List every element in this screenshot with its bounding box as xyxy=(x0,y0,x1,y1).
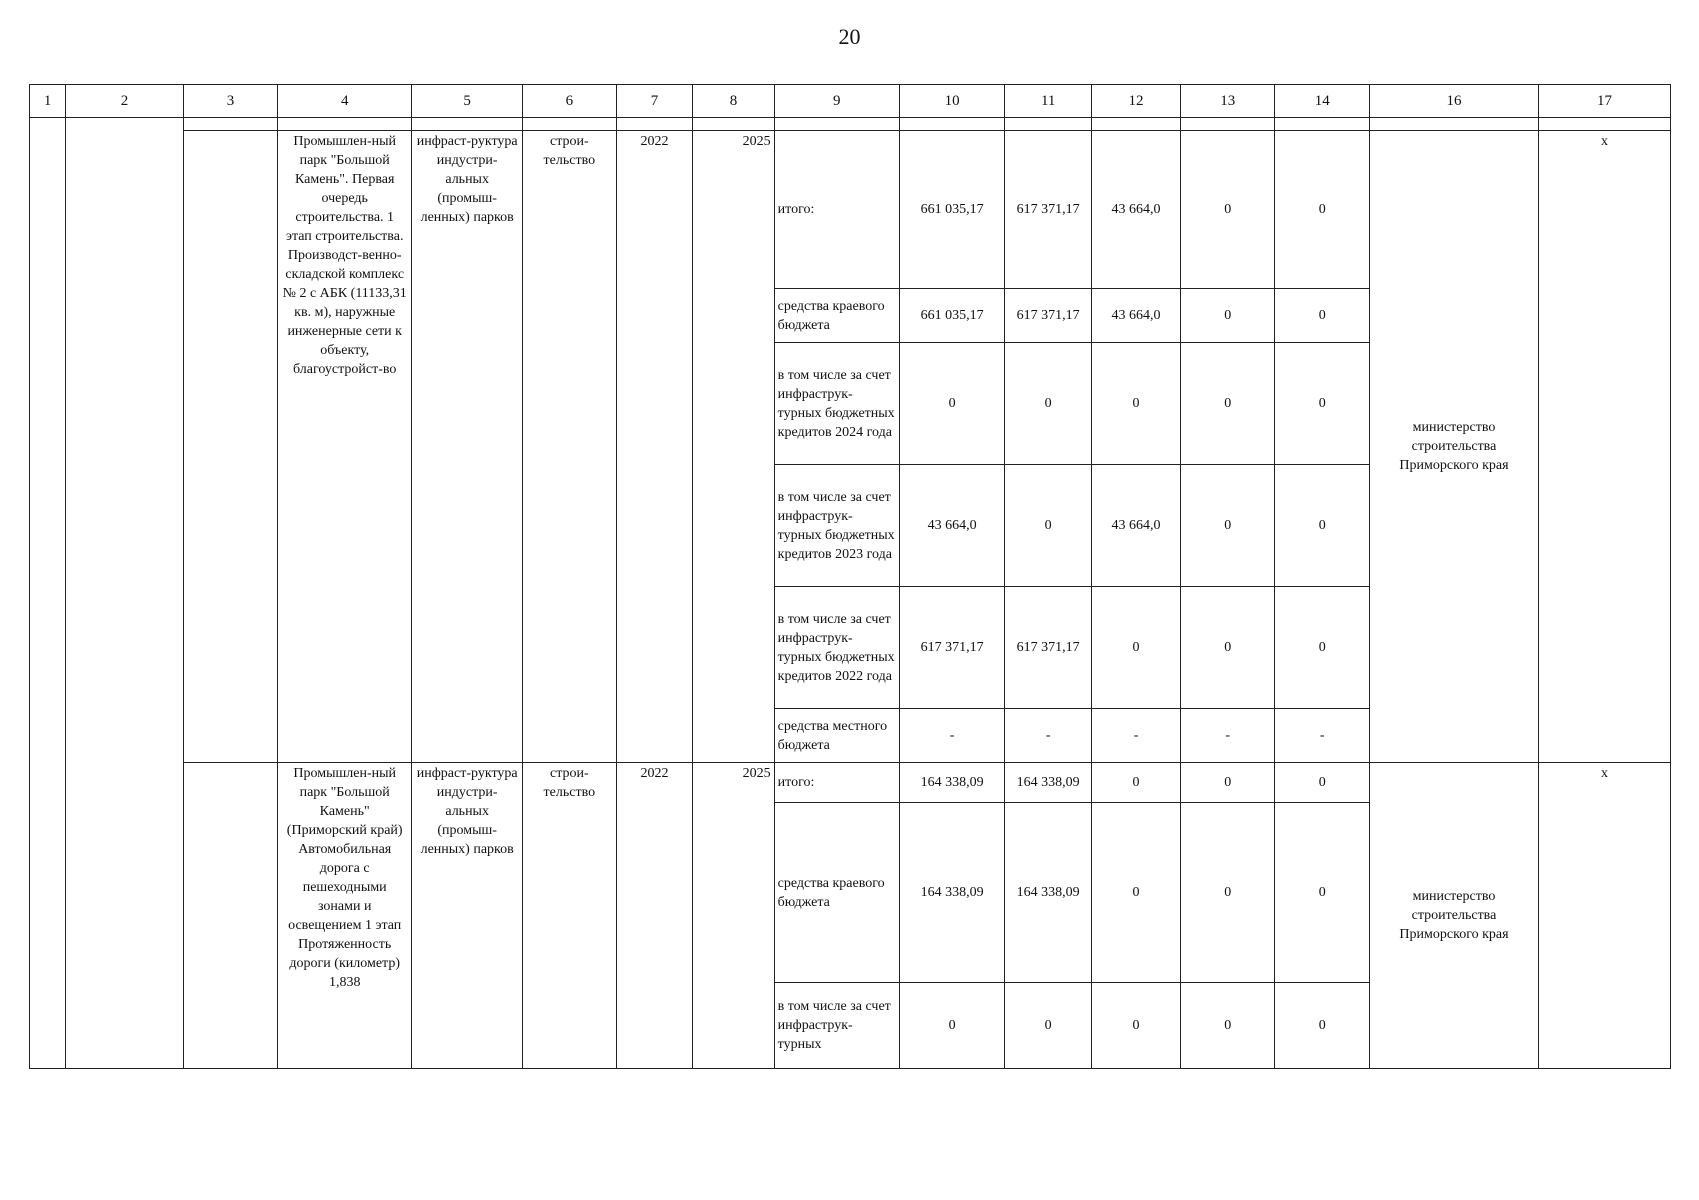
value-cell: 164 338,09 xyxy=(1005,803,1092,983)
value-cell: 0 xyxy=(1181,343,1275,465)
object-name: Промышлен-ный парк "Большой Камень" (Приморский край) Автомобильная дорога с пешеходными зонами и освещением 1 этап Протяженность дороги (километр) 1,838 xyxy=(278,763,412,1069)
page-number: 20 xyxy=(838,24,861,49)
value-cell: - xyxy=(1092,709,1181,763)
row-label: в том числе за счет инфраструк-турных бюджетных кредитов 2024 года xyxy=(774,343,899,465)
col17-mark: x xyxy=(1539,763,1671,1069)
col17-mark: x xyxy=(1539,131,1671,763)
value-cell: 0 xyxy=(1275,289,1369,343)
value-cell: 0 xyxy=(1005,983,1092,1069)
value-cell: 0 xyxy=(1092,983,1181,1069)
value-cell: 0 xyxy=(899,983,1004,1069)
column-header: 8 xyxy=(693,85,774,118)
spacer-row xyxy=(30,118,1671,131)
value-cell: 43 664,0 xyxy=(1092,289,1181,343)
value-cell: 0 xyxy=(1181,131,1275,289)
value-cell: 0 xyxy=(1181,983,1275,1069)
value-cell: 0 xyxy=(1275,763,1369,803)
value-cell: 0 xyxy=(1181,289,1275,343)
value-cell: 0 xyxy=(1092,343,1181,465)
value-cell: 661 035,17 xyxy=(899,131,1004,289)
column-header: 9 xyxy=(774,85,899,118)
year-end: 2025 xyxy=(693,763,774,1069)
column-header: 14 xyxy=(1275,85,1369,118)
value-cell: 0 xyxy=(1275,587,1369,709)
column-header: 2 xyxy=(66,85,184,118)
year-start: 2022 xyxy=(616,763,693,1069)
object-type: инфраст-руктура индустри-альных (промыш-ленных) парков xyxy=(412,763,523,1069)
responsible-ministry: министерство строительства Приморского края xyxy=(1369,131,1538,763)
work-type: строи-тельство xyxy=(523,763,616,1069)
value-cell: 43 664,0 xyxy=(1092,131,1181,289)
value-cell: 0 xyxy=(899,343,1004,465)
value-cell: 0 xyxy=(1275,803,1369,983)
row-label: средства краевого бюджета xyxy=(774,289,899,343)
column-header: 4 xyxy=(278,85,412,118)
value-cell: 617 371,17 xyxy=(1005,587,1092,709)
object-type: инфраст-руктура индустри-альных (промыш-ленных) парков xyxy=(412,131,523,763)
value-cell: 43 664,0 xyxy=(899,465,1004,587)
header-row xyxy=(30,85,1671,118)
cell-col3 xyxy=(183,763,277,1069)
column-header: 10 xyxy=(899,85,1004,118)
column-header: 5 xyxy=(412,85,523,118)
row-label: в том числе за счет инфраструк-турных бюджетных кредитов 2022 года xyxy=(774,587,899,709)
column-header: 12 xyxy=(1092,85,1181,118)
value-cell: 0 xyxy=(1181,803,1275,983)
cell-col2 xyxy=(66,118,184,1069)
value-cell: 43 664,0 xyxy=(1092,465,1181,587)
row-label: итого: xyxy=(774,763,899,803)
value-cell: 164 338,09 xyxy=(899,803,1004,983)
cell-col3 xyxy=(183,131,277,763)
value-cell: 0 xyxy=(1005,465,1092,587)
value-cell: 0 xyxy=(1275,983,1369,1069)
value-cell: 661 035,17 xyxy=(899,289,1004,343)
object-name: Промышлен-ный парк "Большой Камень". Первая очередь строительства. 1 этап строительства. Производст-венно-складской комплекс № 2 с АБК (11133,31 кв. м), наружные инженерные сети к объекту, благоустройст-во xyxy=(278,131,412,763)
value-cell: 0 xyxy=(1005,343,1092,465)
value-cell: 617 371,17 xyxy=(1005,131,1092,289)
financing-table xyxy=(29,84,1671,1069)
column-header: 11 xyxy=(1005,85,1092,118)
row-label: средства местного бюджета xyxy=(774,709,899,763)
value-cell: 0 xyxy=(1092,763,1181,803)
value-cell: 0 xyxy=(1092,587,1181,709)
value-cell: 0 xyxy=(1275,465,1369,587)
value-cell: 164 338,09 xyxy=(899,763,1004,803)
row-label: в том числе за счет инфраструк-турных xyxy=(774,983,899,1069)
value-cell: 0 xyxy=(1275,131,1369,289)
value-cell: 0 xyxy=(1092,803,1181,983)
column-header: 6 xyxy=(523,85,616,118)
column-header: 7 xyxy=(616,85,693,118)
work-type: строи-тельство xyxy=(523,131,616,763)
value-cell: 0 xyxy=(1275,343,1369,465)
column-header: 3 xyxy=(183,85,277,118)
value-cell: - xyxy=(1275,709,1369,763)
value-cell: 164 338,09 xyxy=(1005,763,1092,803)
value-cell: 0 xyxy=(1181,587,1275,709)
column-header: 1 xyxy=(30,85,66,118)
value-cell: 0 xyxy=(1181,465,1275,587)
responsible-ministry: министерство строительства Приморского края xyxy=(1369,763,1538,1069)
column-header: 17 xyxy=(1539,85,1671,118)
value-cell: 0 xyxy=(1181,763,1275,803)
row-label: средства краевого бюджета xyxy=(774,803,899,983)
value-cell: - xyxy=(1181,709,1275,763)
column-header: 16 xyxy=(1369,85,1538,118)
row-label: итого: xyxy=(774,131,899,289)
column-header: 13 xyxy=(1181,85,1275,118)
table-row xyxy=(30,763,1671,803)
row-label: в том числе за счет инфраструк-турных бюджетных кредитов 2023 года xyxy=(774,465,899,587)
value-cell: 617 371,17 xyxy=(899,587,1004,709)
year-start: 2022 xyxy=(616,131,693,763)
value-cell: - xyxy=(1005,709,1092,763)
cell-col1 xyxy=(30,118,66,1069)
value-cell: - xyxy=(899,709,1004,763)
value-cell: 617 371,17 xyxy=(1005,289,1092,343)
table-row xyxy=(30,131,1671,289)
year-end: 2025 xyxy=(693,131,774,763)
